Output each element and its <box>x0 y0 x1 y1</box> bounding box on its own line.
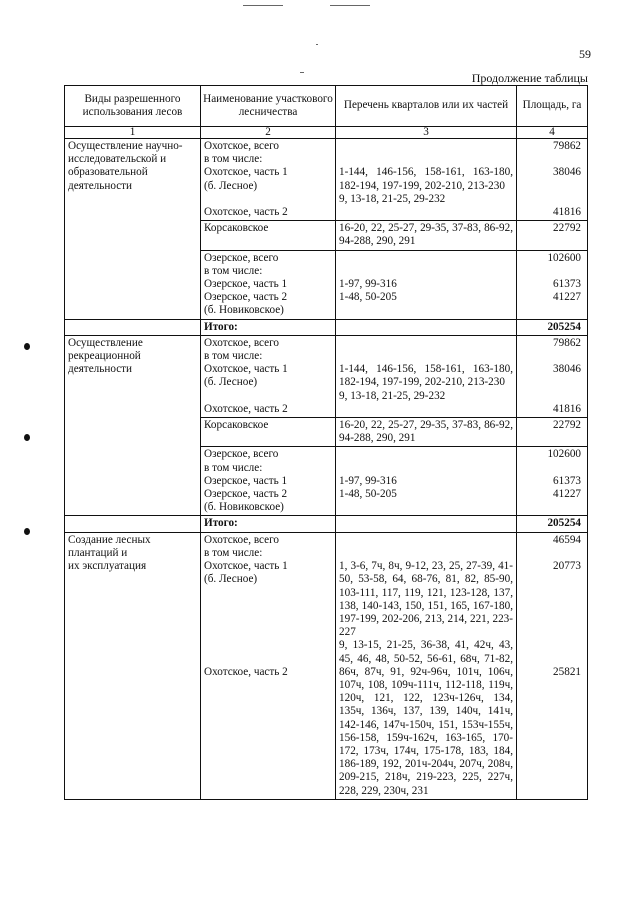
page-number: 59 <box>579 47 591 61</box>
use-type-cell: Создание лесных плантаций и их эксплуатация <box>65 532 201 799</box>
area-value: 79862 <box>553 140 581 152</box>
header-area: Площадь, га <box>517 86 588 127</box>
quarters-list: 1-48, 50-205 <box>339 291 397 304</box>
forestry-total-label: Охотское, всего <box>204 336 280 349</box>
area-value: 102600 <box>547 448 581 461</box>
use-type-cell: Осуществление рекреационной деятельности <box>65 335 201 516</box>
area-value: 22792 <box>517 418 588 447</box>
forestry-part-label: Охотское, часть 2 <box>204 402 288 415</box>
area-cell <box>517 532 588 799</box>
binder-hole-mark <box>24 343 30 350</box>
scan-speckle <box>330 5 370 6</box>
quarters-list: 16-20, 22, 25-27, 29-35, 37-83, 86-92, 94-288, 290, 291 <box>336 418 517 447</box>
header-use-type: Виды разрешенного использования лесов <box>65 86 201 127</box>
quarters-cell <box>336 335 517 417</box>
forestry-part-label: Охотское, часть 2 <box>204 665 288 678</box>
area-value: 41227 <box>553 291 581 304</box>
area-value: 22792 <box>517 221 588 250</box>
area-value: 38046 <box>553 166 581 179</box>
including-label: в том числе: <box>204 461 263 474</box>
forestry-cell <box>201 447 336 516</box>
forestry-part-label: Охотское, часть 1 <box>204 560 288 573</box>
scan-speckle <box>243 5 283 6</box>
forestry-total-label: Озерское, всего <box>204 448 279 461</box>
forestry-part-sublabel: (б. Лесное) <box>204 573 258 586</box>
including-label: в том числе: <box>204 264 263 277</box>
area-cell <box>517 335 588 417</box>
forestry-part-sublabel: (б. Лесное) <box>204 179 258 192</box>
binder-hole-mark <box>24 528 30 535</box>
forestry-part-sublabel: (б. Лесное) <box>204 376 258 389</box>
area-value: 46594 <box>553 533 581 546</box>
quarters-list: 16-20, 22, 25-27, 29-35, 37-83, 86-92, 94-288, 290, 291 <box>336 221 517 250</box>
quarters-cell <box>336 139 517 221</box>
quarters-cell <box>336 250 517 319</box>
forestry-cell <box>201 335 336 417</box>
including-label: в том числе: <box>204 153 263 166</box>
forestry-cell: Корсаковское <box>201 221 336 250</box>
forestry-cell: Корсаковское <box>201 418 336 447</box>
forest-use-table <box>64 85 588 800</box>
area-cell <box>517 447 588 516</box>
forestry-part-label: Озерское, часть 1 <box>204 278 288 291</box>
area-value: 20773 <box>553 560 581 573</box>
quarters-cell <box>336 447 517 516</box>
col-number: 4 <box>517 127 588 139</box>
including-label: в том числе: <box>204 546 263 559</box>
area-cell <box>517 139 588 221</box>
forestry-part-sublabel: (б. Новиковское) <box>204 304 284 317</box>
forestry-total-label: Озерское, всего <box>204 251 279 264</box>
forestry-cell <box>201 250 336 319</box>
quarters-cell <box>336 532 517 799</box>
use-type-cell: Осуществление научно-исследовательской и образовательной деятельности <box>65 139 201 320</box>
forestry-cell <box>201 139 336 221</box>
table-header-row <box>65 86 588 127</box>
total-label: Итого: <box>201 319 336 335</box>
forestry-part-label: Озерское, часть 2 <box>204 291 288 304</box>
area-value: 41227 <box>553 488 581 501</box>
col-number: 3 <box>336 127 517 139</box>
forestry-part-label: Охотское, часть 1 <box>204 363 288 376</box>
table-continuation-caption: Продолжение таблицы <box>471 71 588 85</box>
header-forestry-name: Наименование участкового лесничества <box>201 86 336 127</box>
quarters-list: 1, 3-6, 7ч, 8ч, 9-12, 23, 25, 27-39, 41-50, 53-58, 64, 68-76, 81, 82, 85-90, 103-111, 117, 119, 121, 123-128, 137, 138, 140-143, 150, 151, 165, 167-180, 197-199, 202-206, 213, 214, 221, 223-227 <box>339 560 513 639</box>
forestry-part-label: Озерское, часть 2 <box>204 488 288 501</box>
scan-speckle <box>300 72 304 73</box>
col-number: 2 <box>201 127 336 139</box>
area-value: 61373 <box>553 278 581 291</box>
table-row <box>65 532 588 799</box>
forestry-part-label: Озерское, часть 1 <box>204 474 288 487</box>
forestry-total-label: Охотское, всего <box>204 140 280 152</box>
scan-speckle <box>316 44 318 45</box>
including-label: в том числе: <box>204 350 263 363</box>
table-row <box>65 335 588 417</box>
forestry-part-label: Охотское, часть 2 <box>204 206 288 219</box>
area-cell <box>517 250 588 319</box>
area-value: 41816 <box>553 402 581 415</box>
col-number: 1 <box>65 127 201 139</box>
quarters-list: 1-144, 146-156, 158-161, 163-180, 182-194, 197-199, 202-210, 213-230 <box>339 363 513 389</box>
table-row <box>65 139 588 221</box>
total-row <box>65 516 588 532</box>
header-quarters-list: Перечень кварталов или их частей <box>336 86 517 127</box>
column-number-row <box>65 127 588 139</box>
quarters-list: 1-48, 50-205 <box>339 488 397 501</box>
forestry-part-sublabel: (б. Новиковское) <box>204 501 284 514</box>
total-row <box>65 319 588 335</box>
area-value: 79862 <box>553 336 581 349</box>
forestry-total-label: Охотское, всего <box>204 533 280 546</box>
quarters-list: 1-97, 99-316 <box>339 278 397 291</box>
forestry-cell <box>201 532 336 799</box>
total-area: 205254 <box>517 319 588 335</box>
quarters-list: 9, 13-15, 21-25, 36-38, 41, 42ч, 43, 45, 46, 48, 50-52, 56-61, 68ч, 71-82, 86ч, 87ч, 91, 92ч-96ч, 101ч, 106ч, 107ч, 108, 109ч-111ч, 112-118, 119ч, 120ч, 121, 122, 123ч-126ч, 134, 135ч, 136ч, 137, 139, 140ч, 141ч, 142-146, 147ч-150ч, 151, 153ч-155ч, 156-158, 159ч-162ч, 163-165, 170-172, 173ч, 174ч, 175-178, 183, 184, 186-189, 192, 201ч-204ч, 207ч, 208ч, 209-215, 218ч, 219-223, 225, 227ч, 228, 229, 230ч, 231 <box>339 639 513 797</box>
area-value: 25821 <box>553 665 581 678</box>
quarters-list: 1-144, 146-156, 158-161, 163-180, 182-194, 197-199, 202-210, 213-230 <box>339 166 513 192</box>
binder-hole-mark <box>24 434 30 441</box>
quarters-list: 1-97, 99-316 <box>339 474 397 487</box>
area-value: 61373 <box>553 474 581 487</box>
quarters-list: 9, 13-18, 21-25, 29-232 <box>339 389 446 402</box>
area-value: 38046 <box>553 363 581 376</box>
total-area: 205254 <box>517 516 588 532</box>
area-value: 41816 <box>553 206 581 219</box>
total-label: Итого: <box>201 516 336 532</box>
area-value: 102600 <box>547 251 581 264</box>
quarters-list: 9, 13-18, 21-25, 29-232 <box>339 192 446 205</box>
forestry-part-label: Охотское, часть 1 <box>204 166 288 179</box>
